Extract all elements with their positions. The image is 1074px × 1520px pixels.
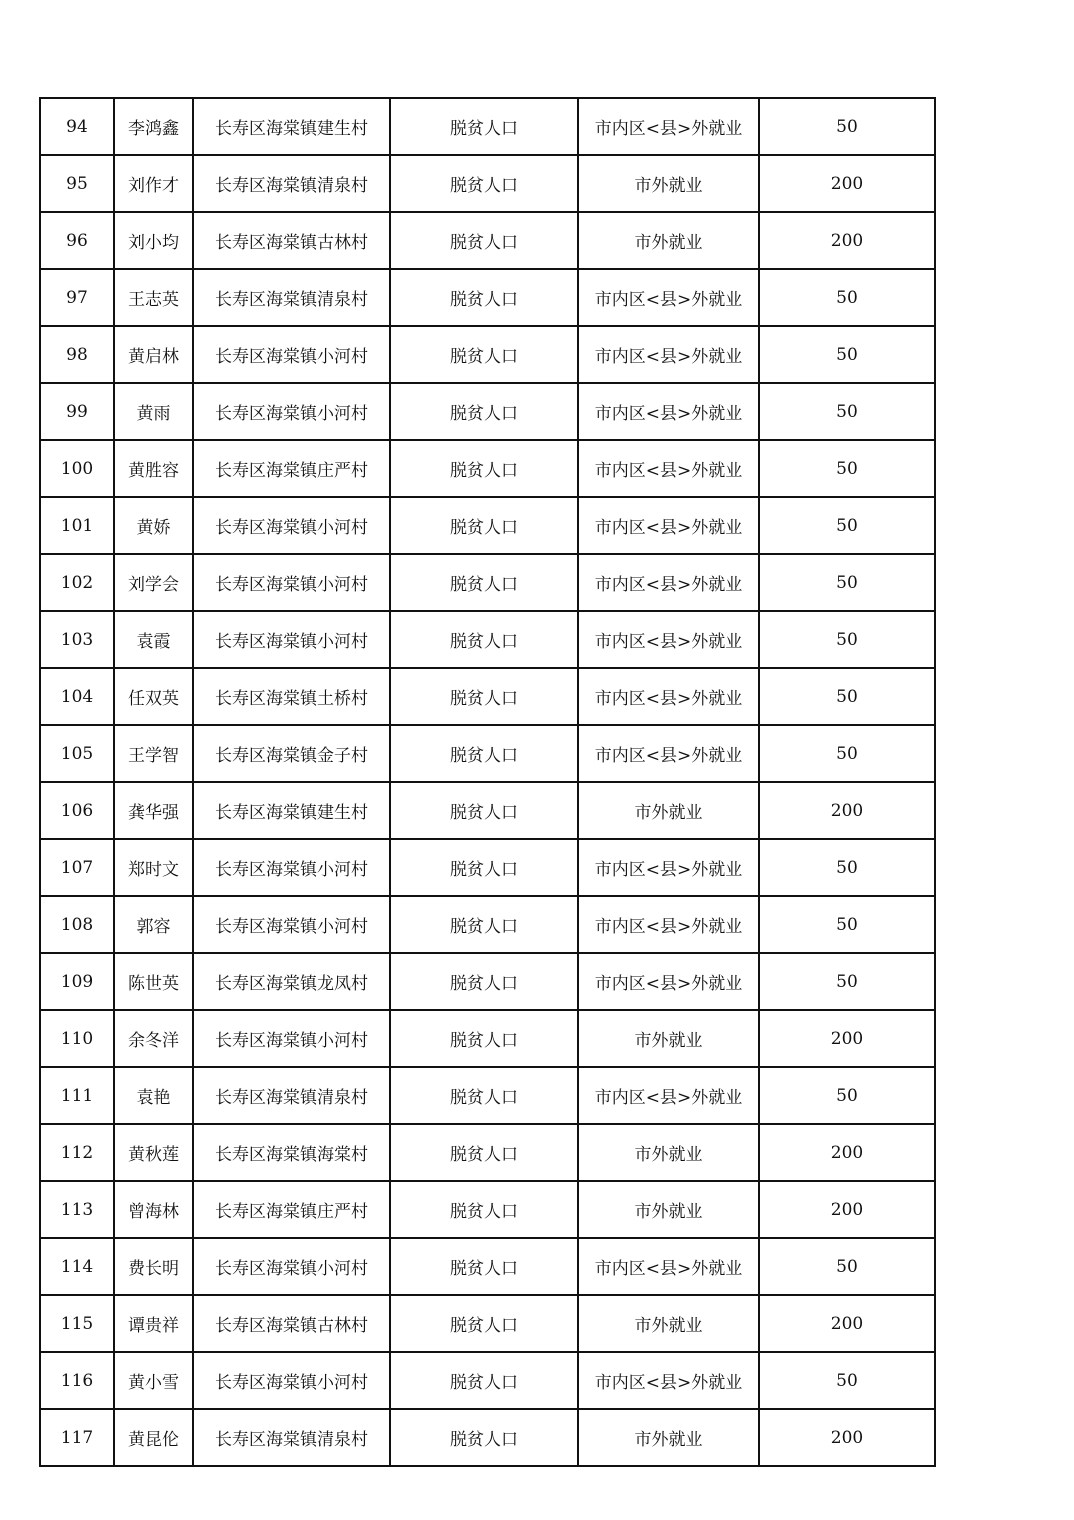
row-number-cell: 111 xyxy=(40,1067,114,1124)
employment-type-cell: 市外就业 xyxy=(578,1181,759,1238)
row-number-cell: 113 xyxy=(40,1181,114,1238)
amount-cell: 200 xyxy=(759,212,935,269)
row-number-cell: 114 xyxy=(40,1238,114,1295)
category-cell: 脱贫人口 xyxy=(390,326,578,383)
category-cell: 脱贫人口 xyxy=(390,1067,578,1124)
employment-type-cell: 市内区<县>外就业 xyxy=(578,839,759,896)
amount-cell: 50 xyxy=(759,1238,935,1295)
name-cell: 黄小雪 xyxy=(114,1352,193,1409)
row-number-cell: 115 xyxy=(40,1295,114,1352)
amount-cell: 50 xyxy=(759,440,935,497)
table-row xyxy=(40,269,935,326)
table-row xyxy=(40,1067,935,1124)
row-number-cell: 107 xyxy=(40,839,114,896)
table-row xyxy=(40,383,935,440)
employment-type-cell: 市内区<县>外就业 xyxy=(578,896,759,953)
employment-type-cell: 市外就业 xyxy=(578,212,759,269)
row-number-cell: 98 xyxy=(40,326,114,383)
address-cell: 长寿区海棠镇小河村 xyxy=(193,383,390,440)
address-cell: 长寿区海棠镇小河村 xyxy=(193,326,390,383)
table-row xyxy=(40,668,935,725)
category-cell: 脱贫人口 xyxy=(390,668,578,725)
address-cell: 长寿区海棠镇金子村 xyxy=(193,725,390,782)
category-cell: 脱贫人口 xyxy=(390,1352,578,1409)
name-cell: 余冬洋 xyxy=(114,1010,193,1067)
address-cell: 长寿区海棠镇建生村 xyxy=(193,98,390,155)
table-row xyxy=(40,440,935,497)
amount-cell: 50 xyxy=(759,668,935,725)
row-number-cell: 103 xyxy=(40,611,114,668)
table-row xyxy=(40,725,935,782)
category-cell: 脱贫人口 xyxy=(390,1181,578,1238)
amount-cell: 50 xyxy=(759,383,935,440)
table-row xyxy=(40,554,935,611)
amount-cell: 50 xyxy=(759,269,935,326)
amount-cell: 50 xyxy=(759,839,935,896)
employment-type-cell: 市内区<县>外就业 xyxy=(578,1067,759,1124)
row-number-cell: 100 xyxy=(40,440,114,497)
table-row xyxy=(40,155,935,212)
category-cell: 脱贫人口 xyxy=(390,440,578,497)
employment-type-cell: 市内区<县>外就业 xyxy=(578,668,759,725)
employment-type-cell: 市外就业 xyxy=(578,1124,759,1181)
name-cell: 黄娇 xyxy=(114,497,193,554)
employment-type-cell: 市内区<县>外就业 xyxy=(578,953,759,1010)
amount-cell: 200 xyxy=(759,1124,935,1181)
employment-type-cell: 市外就业 xyxy=(578,1295,759,1352)
category-cell: 脱贫人口 xyxy=(390,782,578,839)
name-cell: 刘小均 xyxy=(114,212,193,269)
table-row xyxy=(40,497,935,554)
employment-type-cell: 市外就业 xyxy=(578,782,759,839)
name-cell: 黄启林 xyxy=(114,326,193,383)
name-cell: 王志英 xyxy=(114,269,193,326)
subsidy-table-container xyxy=(39,97,934,1467)
amount-cell: 50 xyxy=(759,1352,935,1409)
table-row xyxy=(40,839,935,896)
name-cell: 黄昆伦 xyxy=(114,1409,193,1466)
amount-cell: 50 xyxy=(759,896,935,953)
employment-type-cell: 市内区<县>外就业 xyxy=(578,1238,759,1295)
category-cell: 脱贫人口 xyxy=(390,155,578,212)
table-row xyxy=(40,611,935,668)
address-cell: 长寿区海棠镇清泉村 xyxy=(193,1409,390,1466)
table-row xyxy=(40,98,935,155)
employment-type-cell: 市内区<县>外就业 xyxy=(578,383,759,440)
table-row xyxy=(40,1352,935,1409)
category-cell: 脱贫人口 xyxy=(390,839,578,896)
amount-cell: 200 xyxy=(759,1010,935,1067)
employment-type-cell: 市内区<县>外就业 xyxy=(578,98,759,155)
row-number-cell: 104 xyxy=(40,668,114,725)
category-cell: 脱贫人口 xyxy=(390,611,578,668)
category-cell: 脱贫人口 xyxy=(390,497,578,554)
row-number-cell: 109 xyxy=(40,953,114,1010)
name-cell: 郭容 xyxy=(114,896,193,953)
amount-cell: 200 xyxy=(759,1181,935,1238)
employment-type-cell: 市内区<县>外就业 xyxy=(578,725,759,782)
address-cell: 长寿区海棠镇土桥村 xyxy=(193,668,390,725)
row-number-cell: 106 xyxy=(40,782,114,839)
name-cell: 黄雨 xyxy=(114,383,193,440)
employment-type-cell: 市外就业 xyxy=(578,1409,759,1466)
amount-cell: 50 xyxy=(759,725,935,782)
address-cell: 长寿区海棠镇建生村 xyxy=(193,782,390,839)
address-cell: 长寿区海棠镇小河村 xyxy=(193,497,390,554)
address-cell: 长寿区海棠镇小河村 xyxy=(193,896,390,953)
row-number-cell: 112 xyxy=(40,1124,114,1181)
employment-type-cell: 市外就业 xyxy=(578,1010,759,1067)
row-number-cell: 101 xyxy=(40,497,114,554)
table-row xyxy=(40,953,935,1010)
name-cell: 黄秋莲 xyxy=(114,1124,193,1181)
name-cell: 龚华强 xyxy=(114,782,193,839)
address-cell: 长寿区海棠镇海棠村 xyxy=(193,1124,390,1181)
name-cell: 王学智 xyxy=(114,725,193,782)
amount-cell: 50 xyxy=(759,326,935,383)
table-row xyxy=(40,1409,935,1466)
row-number-cell: 96 xyxy=(40,212,114,269)
amount-cell: 200 xyxy=(759,155,935,212)
address-cell: 长寿区海棠镇庄严村 xyxy=(193,440,390,497)
name-cell: 黄胜容 xyxy=(114,440,193,497)
address-cell: 长寿区海棠镇庄严村 xyxy=(193,1181,390,1238)
category-cell: 脱贫人口 xyxy=(390,1238,578,1295)
employment-type-cell: 市内区<县>外就业 xyxy=(578,440,759,497)
address-cell: 长寿区海棠镇清泉村 xyxy=(193,1067,390,1124)
amount-cell: 200 xyxy=(759,1409,935,1466)
category-cell: 脱贫人口 xyxy=(390,383,578,440)
name-cell: 郑时文 xyxy=(114,839,193,896)
address-cell: 长寿区海棠镇小河村 xyxy=(193,1238,390,1295)
category-cell: 脱贫人口 xyxy=(390,1295,578,1352)
name-cell: 刘学会 xyxy=(114,554,193,611)
name-cell: 谭贵祥 xyxy=(114,1295,193,1352)
row-number-cell: 105 xyxy=(40,725,114,782)
category-cell: 脱贫人口 xyxy=(390,554,578,611)
row-number-cell: 94 xyxy=(40,98,114,155)
category-cell: 脱贫人口 xyxy=(390,98,578,155)
name-cell: 曾海林 xyxy=(114,1181,193,1238)
category-cell: 脱贫人口 xyxy=(390,953,578,1010)
table-row xyxy=(40,1181,935,1238)
address-cell: 长寿区海棠镇小河村 xyxy=(193,611,390,668)
amount-cell: 50 xyxy=(759,611,935,668)
address-cell: 长寿区海棠镇小河村 xyxy=(193,554,390,611)
address-cell: 长寿区海棠镇清泉村 xyxy=(193,155,390,212)
category-cell: 脱贫人口 xyxy=(390,725,578,782)
table-row xyxy=(40,212,935,269)
category-cell: 脱贫人口 xyxy=(390,896,578,953)
table-row xyxy=(40,326,935,383)
row-number-cell: 117 xyxy=(40,1409,114,1466)
row-number-cell: 95 xyxy=(40,155,114,212)
row-number-cell: 108 xyxy=(40,896,114,953)
row-number-cell: 97 xyxy=(40,269,114,326)
name-cell: 陈世英 xyxy=(114,953,193,1010)
row-number-cell: 110 xyxy=(40,1010,114,1067)
employment-type-cell: 市外就业 xyxy=(578,155,759,212)
subsidy-table xyxy=(39,97,936,1467)
amount-cell: 50 xyxy=(759,953,935,1010)
table-row xyxy=(40,1124,935,1181)
table-body xyxy=(40,98,935,1466)
employment-type-cell: 市内区<县>外就业 xyxy=(578,1352,759,1409)
amount-cell: 200 xyxy=(759,782,935,839)
name-cell: 袁艳 xyxy=(114,1067,193,1124)
row-number-cell: 116 xyxy=(40,1352,114,1409)
row-number-cell: 102 xyxy=(40,554,114,611)
amount-cell: 50 xyxy=(759,1067,935,1124)
name-cell: 刘作才 xyxy=(114,155,193,212)
employment-type-cell: 市内区<县>外就业 xyxy=(578,554,759,611)
address-cell: 长寿区海棠镇古林村 xyxy=(193,212,390,269)
name-cell: 任双英 xyxy=(114,668,193,725)
amount-cell: 50 xyxy=(759,98,935,155)
category-cell: 脱贫人口 xyxy=(390,1010,578,1067)
table-row xyxy=(40,782,935,839)
name-cell: 李鸿鑫 xyxy=(114,98,193,155)
amount-cell: 200 xyxy=(759,1295,935,1352)
employment-type-cell: 市内区<县>外就业 xyxy=(578,326,759,383)
category-cell: 脱贫人口 xyxy=(390,1409,578,1466)
name-cell: 袁霞 xyxy=(114,611,193,668)
employment-type-cell: 市内区<县>外就业 xyxy=(578,497,759,554)
address-cell: 长寿区海棠镇小河村 xyxy=(193,839,390,896)
category-cell: 脱贫人口 xyxy=(390,212,578,269)
row-number-cell: 99 xyxy=(40,383,114,440)
category-cell: 脱贫人口 xyxy=(390,269,578,326)
amount-cell: 50 xyxy=(759,554,935,611)
employment-type-cell: 市内区<县>外就业 xyxy=(578,611,759,668)
address-cell: 长寿区海棠镇清泉村 xyxy=(193,269,390,326)
name-cell: 费长明 xyxy=(114,1238,193,1295)
address-cell: 长寿区海棠镇小河村 xyxy=(193,1010,390,1067)
employment-type-cell: 市内区<县>外就业 xyxy=(578,269,759,326)
table-row xyxy=(40,1238,935,1295)
category-cell: 脱贫人口 xyxy=(390,1124,578,1181)
address-cell: 长寿区海棠镇龙凤村 xyxy=(193,953,390,1010)
amount-cell: 50 xyxy=(759,497,935,554)
table-row xyxy=(40,1010,935,1067)
address-cell: 长寿区海棠镇小河村 xyxy=(193,1352,390,1409)
table-row xyxy=(40,896,935,953)
table-row xyxy=(40,1295,935,1352)
address-cell: 长寿区海棠镇古林村 xyxy=(193,1295,390,1352)
